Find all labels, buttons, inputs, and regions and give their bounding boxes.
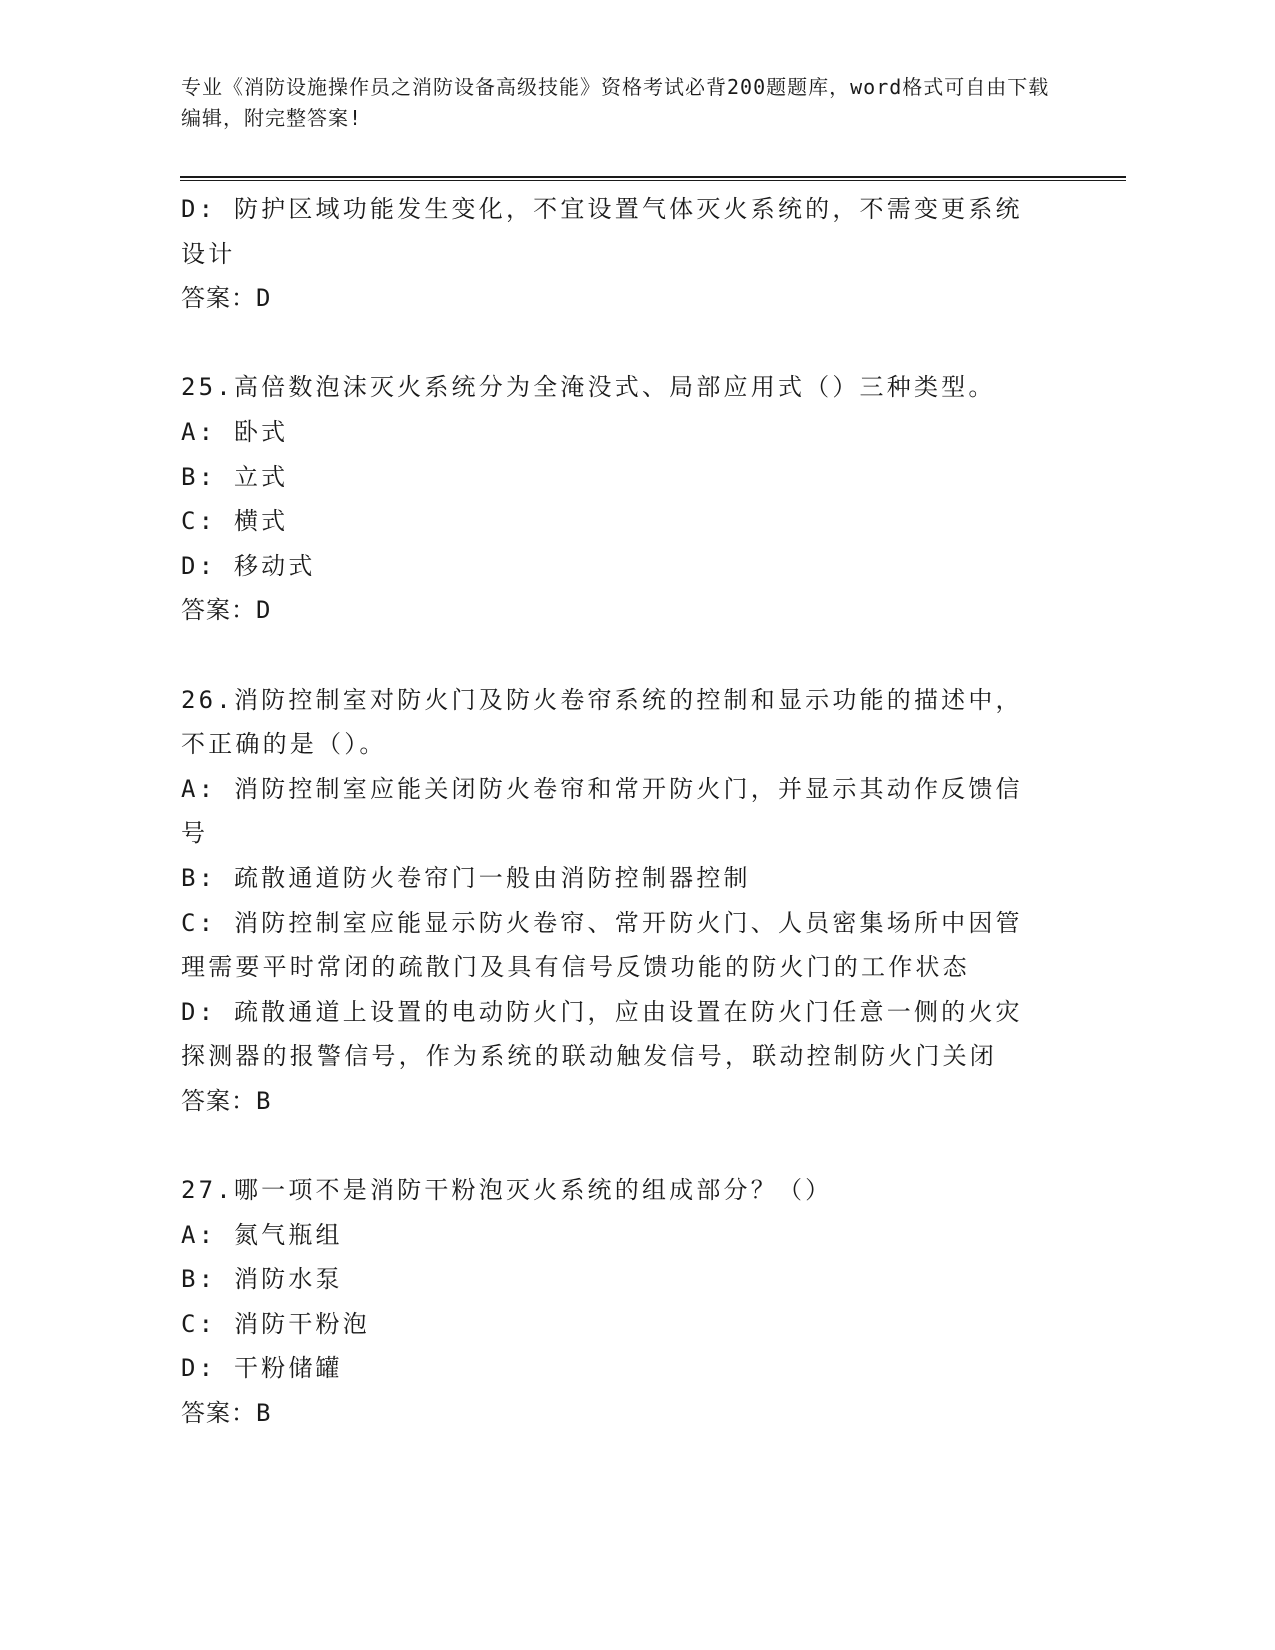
question-text-continued: 不正确的是（）。 <box>181 730 387 759</box>
option-a: A: 消防控制室应能关闭防火卷帘和常开防火门，并显示其动作反馈信 <box>181 774 1023 803</box>
question-block-25 <box>181 365 1081 633</box>
option-d: D: 干粉储罐 <box>181 1354 343 1383</box>
document-body <box>181 187 1081 1436</box>
answer-line: 答案：D <box>181 284 272 313</box>
option-d-continued: 探测器的报警信号，作为系统的联动触发信号，联动控制防火门关闭 <box>181 1042 997 1071</box>
question-block-27 <box>181 1168 1081 1436</box>
option-c: C: 横式 <box>181 507 289 536</box>
option-b: B: 消防水泵 <box>181 1265 343 1294</box>
answer-line: 答案：B <box>181 1086 272 1115</box>
option-c: C: 消防干粉泡 <box>181 1309 370 1338</box>
question-block-26 <box>181 678 1081 1124</box>
header-divider <box>180 176 1126 181</box>
option-b: B: 立式 <box>181 462 289 491</box>
question-text: 27.哪一项不是消防干粉泡灭火系统的组成部分？（） <box>181 1176 833 1205</box>
option-b: B: 疏散通道防火卷帘门一般由消防控制器控制 <box>181 863 751 892</box>
answer-line: 答案：D <box>181 596 272 625</box>
spacer <box>181 1123 1081 1168</box>
question-block-prev <box>181 187 1081 321</box>
option-a: A: 卧式 <box>181 417 289 446</box>
question-text: 26.消防控制室对防火门及防火卷帘系统的控制和显示功能的描述中， <box>181 685 1023 714</box>
page-header: 专业《消防设施操作员之消防设备高级技能》资格考试必背200题题库，word格式可自由下载编辑，附完整答案! <box>181 75 1050 130</box>
answer-line: 答案：B <box>181 1399 272 1428</box>
option-c-continued: 理需要平时常闭的疏散门及具有信号反馈功能的防火门的工作状态 <box>181 953 970 982</box>
spacer <box>181 321 1081 366</box>
spacer <box>181 633 1081 678</box>
option-d-continued: 设计 <box>181 239 236 268</box>
option-d: D: 移动式 <box>181 551 316 580</box>
question-text: 25.高倍数泡沫灭火系统分为全淹没式、局部应用式（）三种类型。 <box>181 373 996 402</box>
option-a-continued: 号 <box>181 819 209 848</box>
option-d: D: 防护区域功能发生变化，不宜设置气体灭火系统的，不需变更系统 <box>181 195 1023 223</box>
option-d: D: 疏散通道上设置的电动防火门，应由设置在防火门任意一侧的火灾 <box>181 997 1023 1026</box>
option-c: C: 消防控制室应能显示防火卷帘、常开防火门、人员密集场所中因管 <box>181 908 1023 937</box>
option-a: A: 氮气瓶组 <box>181 1220 343 1249</box>
